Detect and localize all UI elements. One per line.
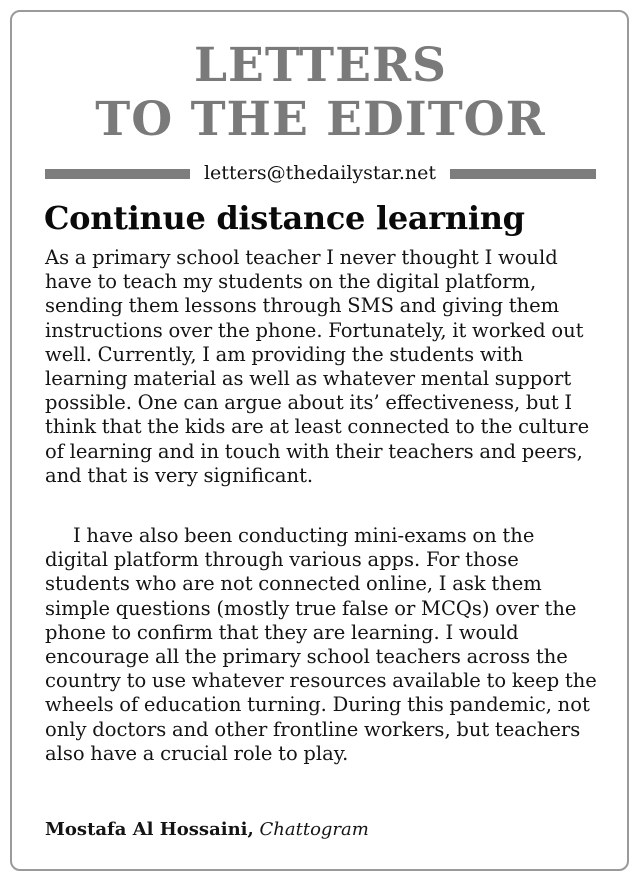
divider-rule-right [450,169,596,179]
author-name: Mostafa Al Hossaini, [45,819,254,840]
letter-signature [45,818,597,842]
section-title-letters: LETTERS [194,38,447,93]
editor-email: letters@thedailystar.net [203,162,437,184]
divider-rule-left [45,169,190,179]
letter-paragraph: As a primary school teacher I never thought I would have to teach my students on the digital platform, sending them lessons through SMS and giving them instructions over the phone. Fortunately, it worked out well. Currently, I am providing the students with learning material as well as whatever mental support possible. One can argue about its’ effectiveness, but I think that the kids are at least connected to the culture of learning and in touch with their teachers and peers, and that is very significant. [45,246,590,487]
author-location: Chattogram [259,819,369,840]
letter-headline: Continue distance learning [44,199,525,237]
letter-paragraph: I have also been conducting mini-exams on the digital platform through various apps. For those students who are not connected online, I ask them simple questions (mostly true false or MCQs) over the phone to confirm that they are learning. I would encourage all the primary school teachers across the country to use whatever resources available to keep the wheels of education turning. During this pandemic, not only doctors and other frontline workers, but teachers also have a crucial role to play. [45,524,597,765]
section-title-to-the-editor: TO THE EDITOR [95,92,546,147]
